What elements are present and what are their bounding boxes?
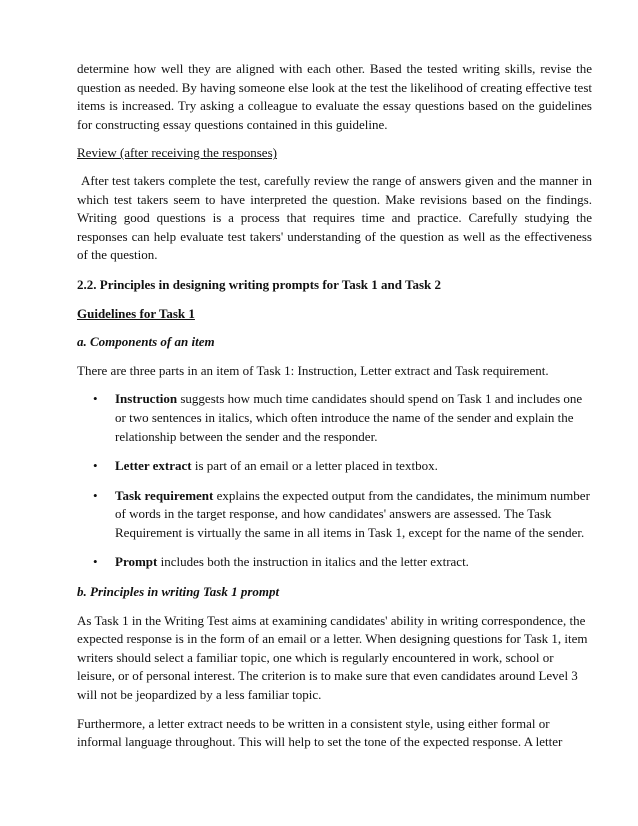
list-item-text: suggests how much time candidates should spend on Task 1 and includes one or two sentences in italics, which often introduce the name of the sender and explain the relationship between the sender and the responder. (115, 391, 583, 444)
review-heading: Review (after receiving the responses) (77, 145, 277, 161)
list-item-text: is part of an email or a letter placed in textbox. (191, 458, 438, 474)
list-item-term: Task requirement (115, 487, 214, 503)
list-item-term: Letter extract (115, 458, 192, 474)
subsection-b-paragraph: As Task 1 in the Writing Test aims at examining candidates' ability in writing correspondence, the expected response is in the form of an email or a letter. When designing questions for Task 1, item writers should select a familiar topic, one which is regularly encountered in work, school or leisure, or of personal interest. The criterion is to make sure that even candidates around Level 3 will not be jeopardized by a less familiar topic. (77, 612, 588, 703)
subsection-a-intro: There are three parts in an item of Task 1: Instruction, Letter extract and Task requirement. (77, 362, 549, 378)
subsection-b-paragraph: Furthermore, a letter extract needs to be written in a consistent style, using either formal or informal language throughout. This will help to set the tone of the expected response. A letter (77, 715, 563, 750)
bullet-icon: • (93, 554, 98, 570)
bullet-icon: • (93, 487, 98, 503)
list-item (93, 487, 592, 543)
subsection-b-heading: b. Principles in writing Task 1 prompt (77, 584, 280, 600)
bullet-icon: • (93, 458, 98, 474)
list-item-text: includes both the instruction in italics and the letter extract. (157, 554, 469, 570)
list-item-term: Instruction (115, 391, 178, 407)
list-item (93, 390, 592, 446)
list-item-term: Prompt (115, 554, 158, 570)
subsection-a-heading: a. Components of an item (77, 334, 215, 350)
section-heading: 2.2. Principles in designing writing prompts for Task 1 and Task 2 (77, 276, 441, 292)
bullet-icon: • (93, 391, 98, 407)
list-item (93, 553, 592, 572)
body-paragraph: determine how well they are aligned with each other. Based the tested writing skills, revise the question as needed. By having someone else look at the test the likelihood of creating effective test items is increased. Try asking a colleague to evaluate the essay questions based on the guidelines for constructing essay questions contained in this guideline. (77, 61, 592, 132)
guidelines-heading: Guidelines for Task 1 (77, 305, 195, 321)
list-item-text: explains the expected output from the candidates, the minimum number of words in the target response, and how candidates' answers are assessed. The Task Requirement is virtually the same in all items in Task 1, except for the name of the sender. (115, 487, 590, 540)
review-paragraph: After test takers complete the test, carefully review the range of answers given and the manner in which test takers seem to have interpreted the question. Make revisions based on the findings. Writing good questions is a process that requires time and practice. Carefully studying the responses can help evaluate test takers' understanding of the question as well as the effectiveness of the question. (77, 172, 592, 263)
components-list (77, 390, 592, 572)
list-item (93, 457, 592, 476)
